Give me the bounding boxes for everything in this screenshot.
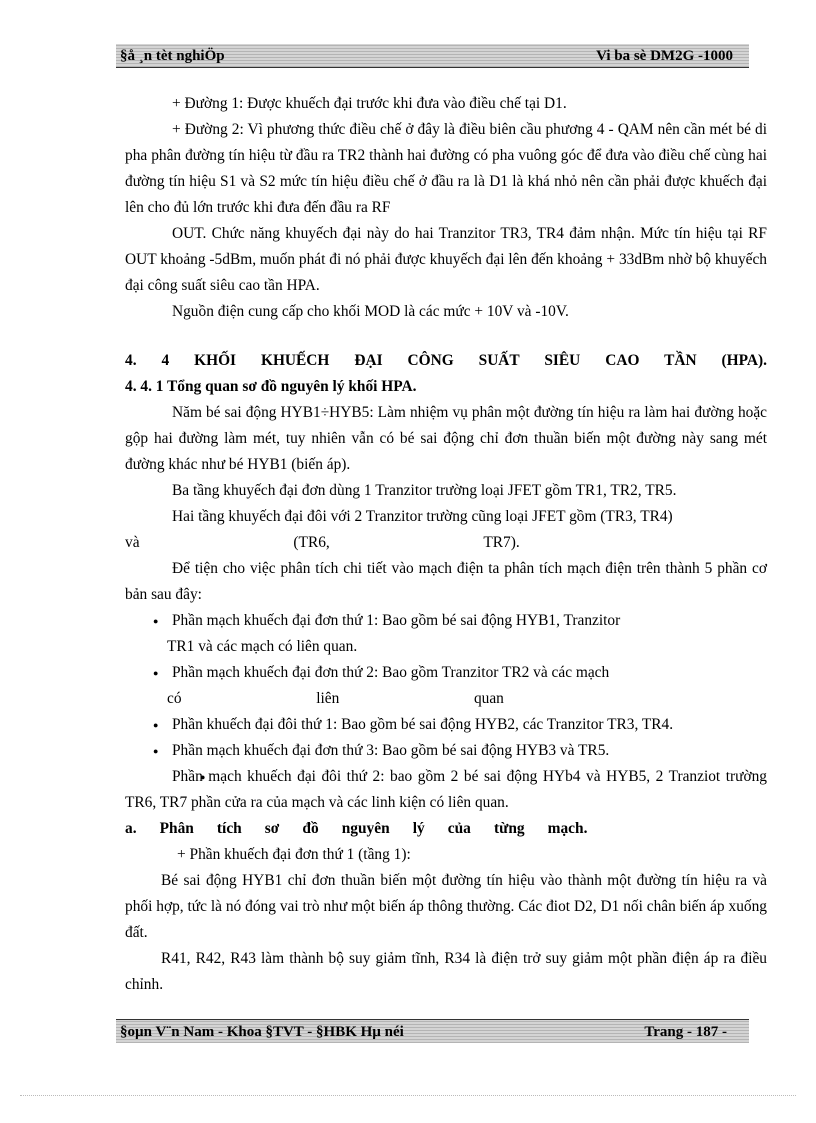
paragraph-double-stages-cont: và (TR6, TR7). [125,534,520,551]
list-item: ● Phần mạch khuếch đại đơn thứ 2: Bao gồm Tranzitor TR2 và các mạch [125,660,767,686]
list-item: ● Phần mạch khuếch đại đơn thứ 3: Bao gồm bé sai động HYB3 và TR5. [125,738,767,764]
paragraph-hyb1: Bé sai động HYB1 chỉ đơn thuần biến một đường tín hiệu vào thành một đường tín hiệu ra và phối hợp, tức là nó đóng vai trò như một biến áp thông thường. Các điot D2, D1 nối chân biến áp xuống đất. [125,872,767,941]
header-left-title: §å ¸n tèt nghiÖp [120,48,225,64]
list-item-continuation: có liên quan [167,690,504,707]
spacer [125,325,767,348]
paragraph-route-2: + Đường 2: Vì phương thức điều chế ở đây là điều biên cầu phương 4 - QAM nên cần mét bé di pha phân đường tín hiệu từ đầu ra TR2 thành hai đường có pha vuông góc để đưa vào điều chế cùng hai đường tín hiệu S1 và S2 mức tín hiệu điều chế ở đầu ra là D1 là khá nhỏ nên cần phải được khuếch đại lên cho đủ lớn trước khi đưa đến đầu ra RF [125,121,767,216]
page-header [116,44,749,68]
page-divider [20,1095,796,1096]
list-item-continuation: TR1 và các mạch có liên quan. [167,638,358,655]
page-number: Trang - 187 - [644,1024,727,1040]
subsection-heading: 4. 4. 1 Tổng quan sơ đồ nguyên lý khối HPA. [125,378,417,395]
list-item: ● Phần khuếch đại đôi thứ 1: Bao gồm bé sai động HYB2, các Tranzitor TR3, TR4. [125,712,767,738]
document-body [125,91,767,998]
paragraph-route-1: + Đường 1: Được khuếch đại trước khi đưa vào điều chế tại D1. [172,95,567,112]
paragraph-power-supply: Nguồn điện cung cấp cho khối MOD là các mức + 10V và -10V. [172,303,569,320]
paragraph-rf-out: OUT. Chức năng khuyếch đại này do hai Tranzitor TR3, TR4 đảm nhận. Mức tín hiệu tại RF OUT khoảng -5dBm, muốn phát đi nó phải được khuyếch đại lên đến khoảng + 33dBm nhờ bộ khuyếch đại công suất siêu cao tần HPA. [125,225,767,294]
list-item: ● Phần mạch khuếch đại đơn thứ 1: Bao gồm bé sai động HYB1, Tranzitor [125,608,767,634]
page-footer [116,1019,749,1043]
paragraph-attenuators: R41, R42, R43 làm thành bộ suy giảm tĩnh, R34 là điện trở suy giảm một phần điện áp ra điều chỉnh. [125,950,767,993]
list-item: ● Phần mạch khuếch đại đôi thứ 2: bao gồm 2 bé sai động HYb4 và HYB5, 2 Tranziot trường TR6, TR7 phần cửa ra của mạch và các linh kiện có liên quan. [125,764,767,816]
paragraph-double-stages: Hai tầng khuyếch đại đôi với 2 Tranzitor trường cũng loại JFET gồm (TR3, TR4) [172,508,673,525]
paragraph-analysis-intro: Để tiện cho việc phân tích chi tiết vào mạch điện ta phân tích mạch điện trên thành 5 phần cơ bản sau đây: [125,560,767,603]
paragraph-hybrid-couplers: Năm bé sai động HYB1÷HYB5: Làm nhiệm vụ phân một đường tín hiệu ra làm hai đường hoặc gộp hai đường làm mét, tuy nhiên vẫn có bé sai động chỉ đơn thuần biến một đường này sang mét đường khác như bé HYB1 (biến áp). [125,404,767,473]
section-heading: 4. 4 KHỐI KHUẾCH ĐẠI CÔNG SUẤT SIÊU CAO TẦN (HPA). [125,352,767,369]
header-right-title: Vi ba sè DM2G -1000 [596,48,733,64]
paragraph-stage-1-title: + Phần khuếch đại đơn thứ 1 (tầng 1): [177,846,411,863]
paragraph-single-stages: Ba tầng khuyếch đại đơn dùng 1 Tranzitor trường loại JFET gồm TR1, TR2, TR5. [172,482,677,499]
footer-author: §oµn V¨n Nam - Khoa §TVT - §HBK Hµ néi [120,1024,404,1040]
analysis-heading: a. Phân tích sơ đồ nguyên lý của từng mạch. [125,820,588,837]
